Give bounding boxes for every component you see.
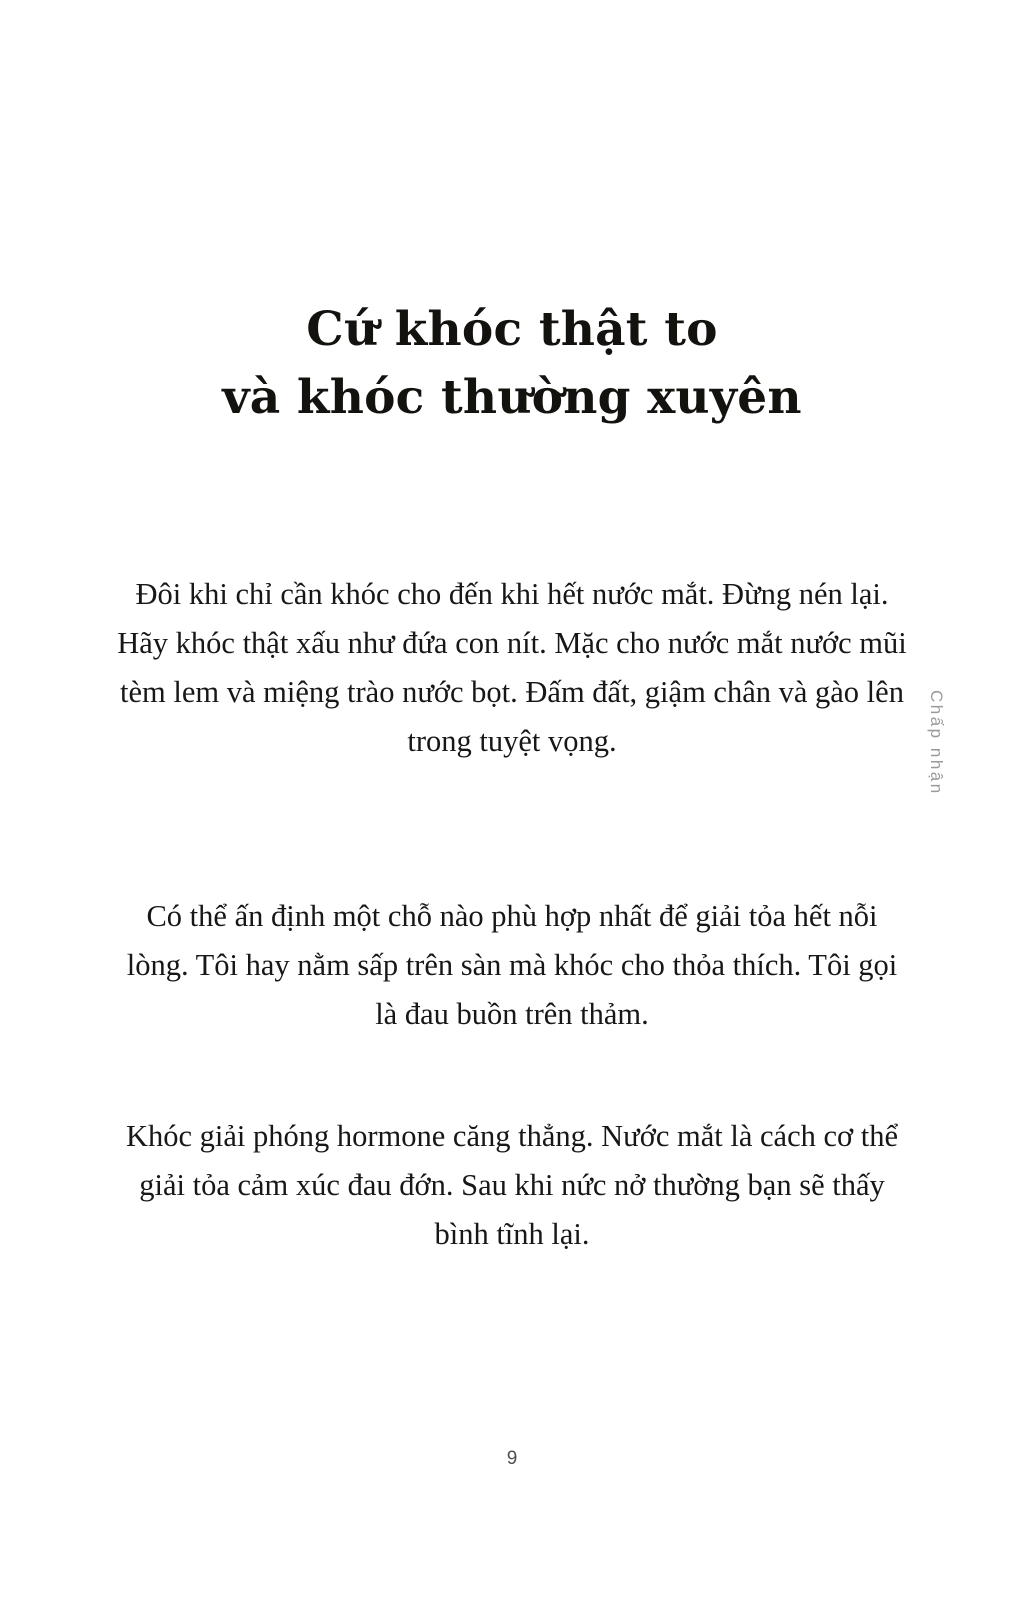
paragraph-text: Có thể ấn định một chỗ nào phù hợp nhất để giải tỏa hết nỗi lòng. Tôi hay nằm sấp trên sàn mà khóc cho thỏa thích. Tôi gọi là đau buồn trên thảm. (126, 899, 898, 1031)
paragraph-text: Khóc giải phóng hormone căng thẳng. Nước mắt là cách cơ thể giải tỏa cảm xúc đau đớn. Sau khi nức nở thường bạn sẽ thấy bình tĩnh lại. (125, 1119, 899, 1251)
chapter-title-line-2: và khóc thường xuyên (222, 370, 802, 425)
body-paragraph-2 (112, 892, 912, 1039)
body-paragraph-1 (112, 570, 912, 766)
chapter-title (0, 296, 1024, 432)
paragraph-text: Đôi khi chỉ cần khóc cho đến khi hết nước mắt. Đừng nén lại. Hãy khóc thật xấu như đứa con nít. Mặc cho nước mắt nước mũi tèm lem và miệng trào nước bọt. Đấm đất, giậm chân và gào lên trong tuyệt vọng. (117, 577, 907, 758)
chapter-title-line-1: Cứ khóc thật to (306, 302, 718, 357)
running-head: Chấp nhận (927, 690, 946, 796)
page-number: 9 (506, 1448, 518, 1469)
body-paragraph-3 (112, 1112, 912, 1259)
